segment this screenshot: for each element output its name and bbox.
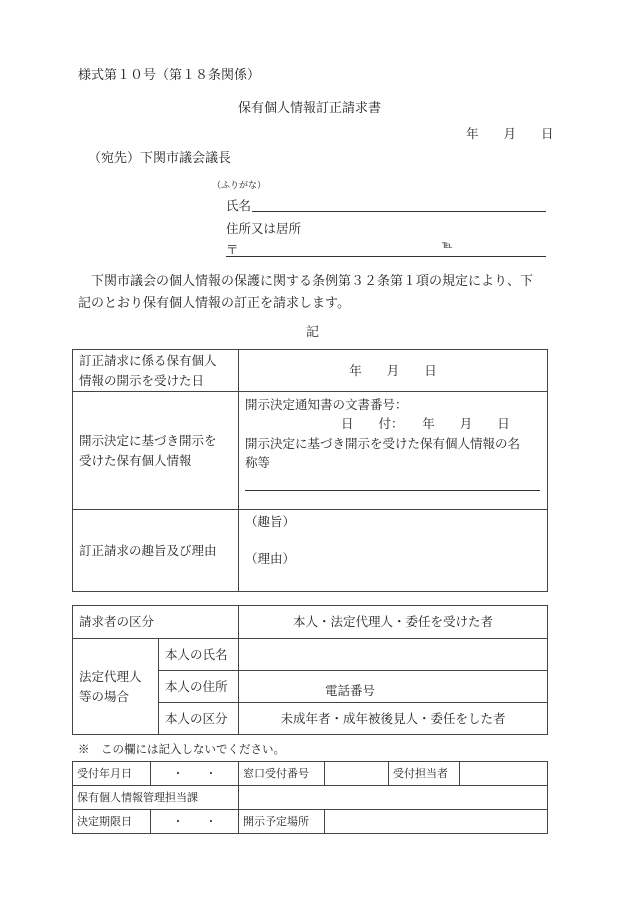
dept-label: 保有個人情報管理担当課 bbox=[73, 786, 239, 810]
principal-name-label: 本人の氏名 bbox=[159, 639, 239, 671]
window-number-field[interactable] bbox=[325, 762, 389, 786]
form-number: 様式第１０号（第１８条関係） bbox=[78, 68, 261, 83]
deadline-label: 決定期限日 bbox=[73, 810, 151, 834]
tel-mark: ℡ bbox=[442, 240, 453, 251]
info-name-field[interactable] bbox=[245, 490, 540, 491]
requester-table bbox=[72, 605, 548, 735]
row1-label bbox=[73, 350, 239, 392]
agent-label-2: 等の場合 bbox=[79, 688, 130, 704]
address-field[interactable] bbox=[226, 256, 546, 257]
principal-address-field[interactable] bbox=[239, 671, 548, 703]
name-field[interactable] bbox=[252, 211, 546, 212]
name-label: 氏名 bbox=[226, 198, 252, 213]
window-number-label: 窓口受付番号 bbox=[239, 762, 325, 786]
info-name-label-2: 称等 bbox=[245, 455, 271, 471]
doc-number-label: 開示決定通知書の文書番号： bbox=[245, 397, 408, 412]
principal-name-field[interactable] bbox=[239, 639, 548, 671]
received-date-field[interactable]: ・ ・ bbox=[151, 762, 239, 786]
agent-label-1: 法定代理人 bbox=[79, 669, 142, 685]
main-table bbox=[72, 349, 548, 592]
row3-label: 訂正請求の趣旨及び理由 bbox=[73, 510, 239, 592]
body-text-line-2: 記のとおり保有個人情報の訂正を請求します。 bbox=[78, 296, 350, 311]
addressee: （宛先）下関市議会議長 bbox=[88, 151, 232, 166]
received-date-label: 受付年月日 bbox=[73, 762, 151, 786]
agent-label bbox=[73, 639, 159, 735]
office-table bbox=[72, 761, 548, 834]
postal-mark: 〒 bbox=[226, 242, 239, 257]
purpose-reason-cell[interactable] bbox=[239, 510, 548, 592]
place-label: 開示予定場所 bbox=[239, 810, 325, 834]
row2-label bbox=[73, 392, 239, 510]
page-title: 保有個人情報訂正請求書 bbox=[238, 101, 382, 116]
office-note: ※ この欄には記入しないでください。 bbox=[78, 742, 285, 756]
principal-category-field[interactable]: 未成年者・成年被後見人・委任をした者 bbox=[239, 703, 548, 735]
staff-field[interactable] bbox=[460, 762, 548, 786]
staff-label: 受付担当者 bbox=[389, 762, 460, 786]
doc-date-label: 日 付： 年 月 日 bbox=[341, 416, 510, 432]
row2-label-1: 開示決定に基づき開示を bbox=[79, 433, 217, 449]
info-name-label-1: 開示決定に基づき開示を受けた保有個人情報の名 bbox=[245, 435, 521, 451]
row1-label-2: 情報の開示を受けた日 bbox=[79, 372, 205, 388]
reason-label: （理由） bbox=[245, 551, 296, 567]
principal-category-label: 本人の区分 bbox=[159, 703, 239, 735]
row1-label-1: 訂正請求に係る保有個人 bbox=[79, 353, 217, 369]
body-text-line-1: 下関市議会の個人情報の保護に関する条例第３２条第１項の規定により、下 bbox=[78, 274, 534, 289]
furigana-label: （ふりがな） bbox=[212, 181, 267, 191]
phone-label: 電話番号 bbox=[325, 682, 376, 698]
deadline-field[interactable]: ・ ・ bbox=[151, 810, 239, 834]
ki-heading: 記 bbox=[306, 325, 320, 340]
place-field[interactable] bbox=[325, 810, 548, 834]
disclosure-date-field[interactable]: 年 月 日 bbox=[239, 350, 548, 392]
principal-address-label: 本人の住所 bbox=[159, 671, 239, 703]
purpose-label: （趣旨） bbox=[245, 514, 296, 529]
date-field[interactable]: 年 月 日 bbox=[466, 126, 554, 141]
disclosed-info-cell[interactable] bbox=[239, 392, 548, 510]
requester-category-label: 請求者の区分 bbox=[73, 606, 239, 639]
row2-label-2: 受けた保有個人情報 bbox=[79, 452, 192, 468]
address-label: 住所又は居所 bbox=[226, 221, 302, 236]
requester-category-field[interactable]: 本人・法定代理人・委任を受けた者 bbox=[239, 606, 548, 639]
dept-field[interactable] bbox=[239, 786, 548, 810]
